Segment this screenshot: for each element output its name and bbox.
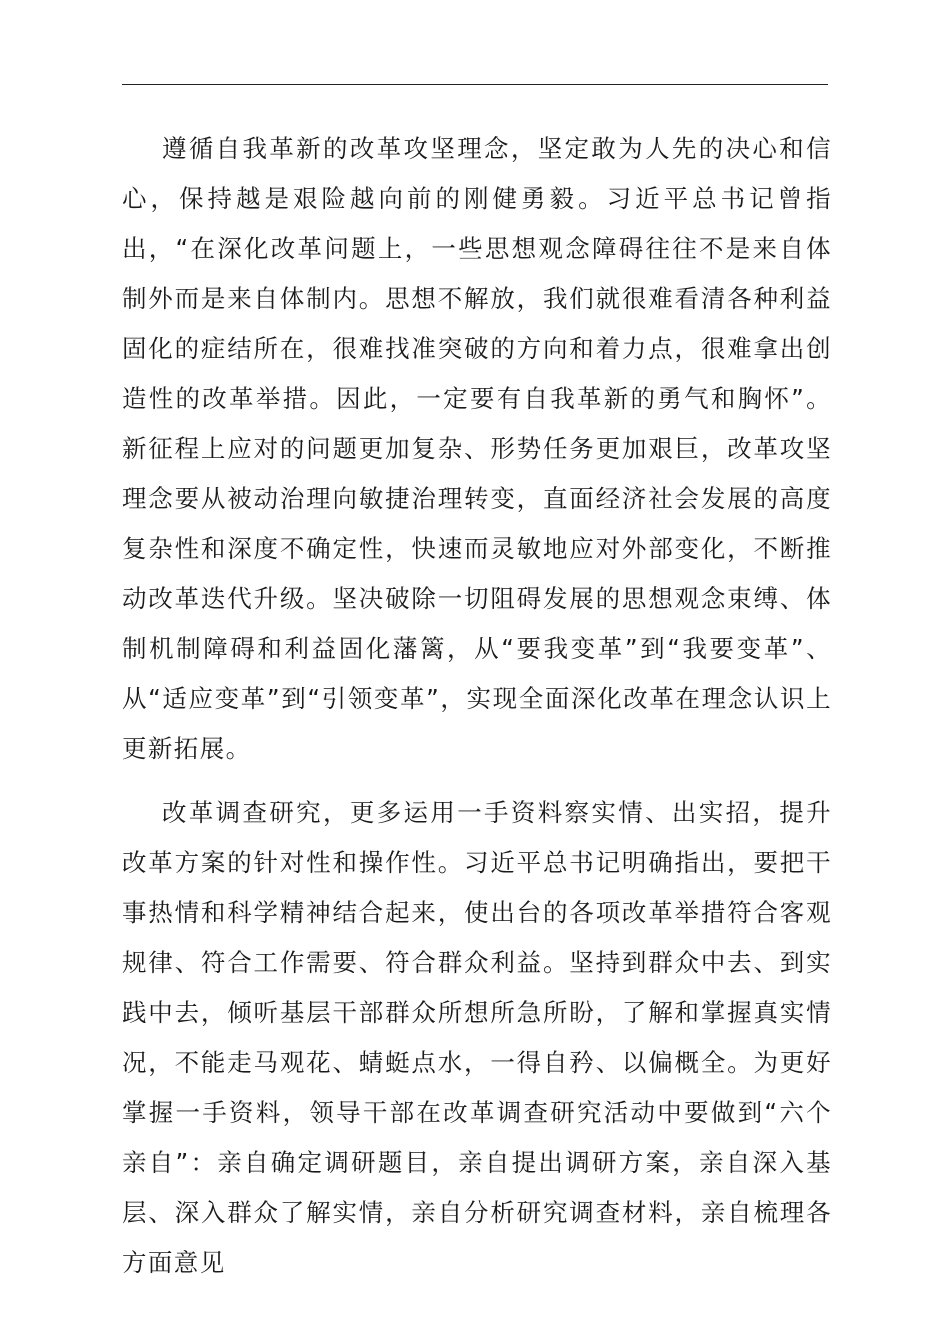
paragraph-reform-research: 改革调查研究，更多运用一手资料察实情、出实招，提升改革方案的针对性和操作性。习近平总书记明确指出，要把干事热情和科学精神结合起来，使出台的各项改革举措符合客观规律、符合工作需要、符合群众利益。坚持到群众中去、到实践中去，倾听基层干部群众所想所急所盼，了解和掌握真实情况，不能走马观花、蜻蜓点水，一得自矜、以偏概全。为更好掌握一手资料，领导干部在改革调查研究活动中要做到“六个亲自”：亲自确定调研题目，亲自提出调研方案，亲自深入基层、深入群众了解实情，亲自分析研究调查材料，亲自梳理各方面意见 [122,798,832,1277]
paragraph-reform-concept: 遵循自我革新的改革攻坚理念，坚定敢为人先的决心和信心，保持越是艰险越向前的刚健勇毅。习近平总书记曾指出，“在深化改革问题上，一些思想观念障碍往往不是来自体制外而是来自体制内。思想不解放，我们就很难看清各种利益固化的症结所在，很难找准突破的方向和着力点，很难拿出创造性的改革举措。因此，一定要有自我革新的勇气和胸怀”。新征程上应对的问题更加复杂、形势任务更加艰巨，改革攻坚理念要从被动治理向敏捷治理转变，直面经济社会发展的高度复杂性和深度不确定性，快速而灵敏地应对外部变化，不断推动改革迭代升级。坚决破除一切阻碍发展的思想观念束缚、体制机制障碍和利益固化藩篱，从“要我变革”到“我要变革”、从“适应变革”到“引领变革”，实现全面深化改革在理念认识上更新拓展。 [122,134,832,763]
document-body [122,124,832,1288]
header-divider [122,84,828,85]
